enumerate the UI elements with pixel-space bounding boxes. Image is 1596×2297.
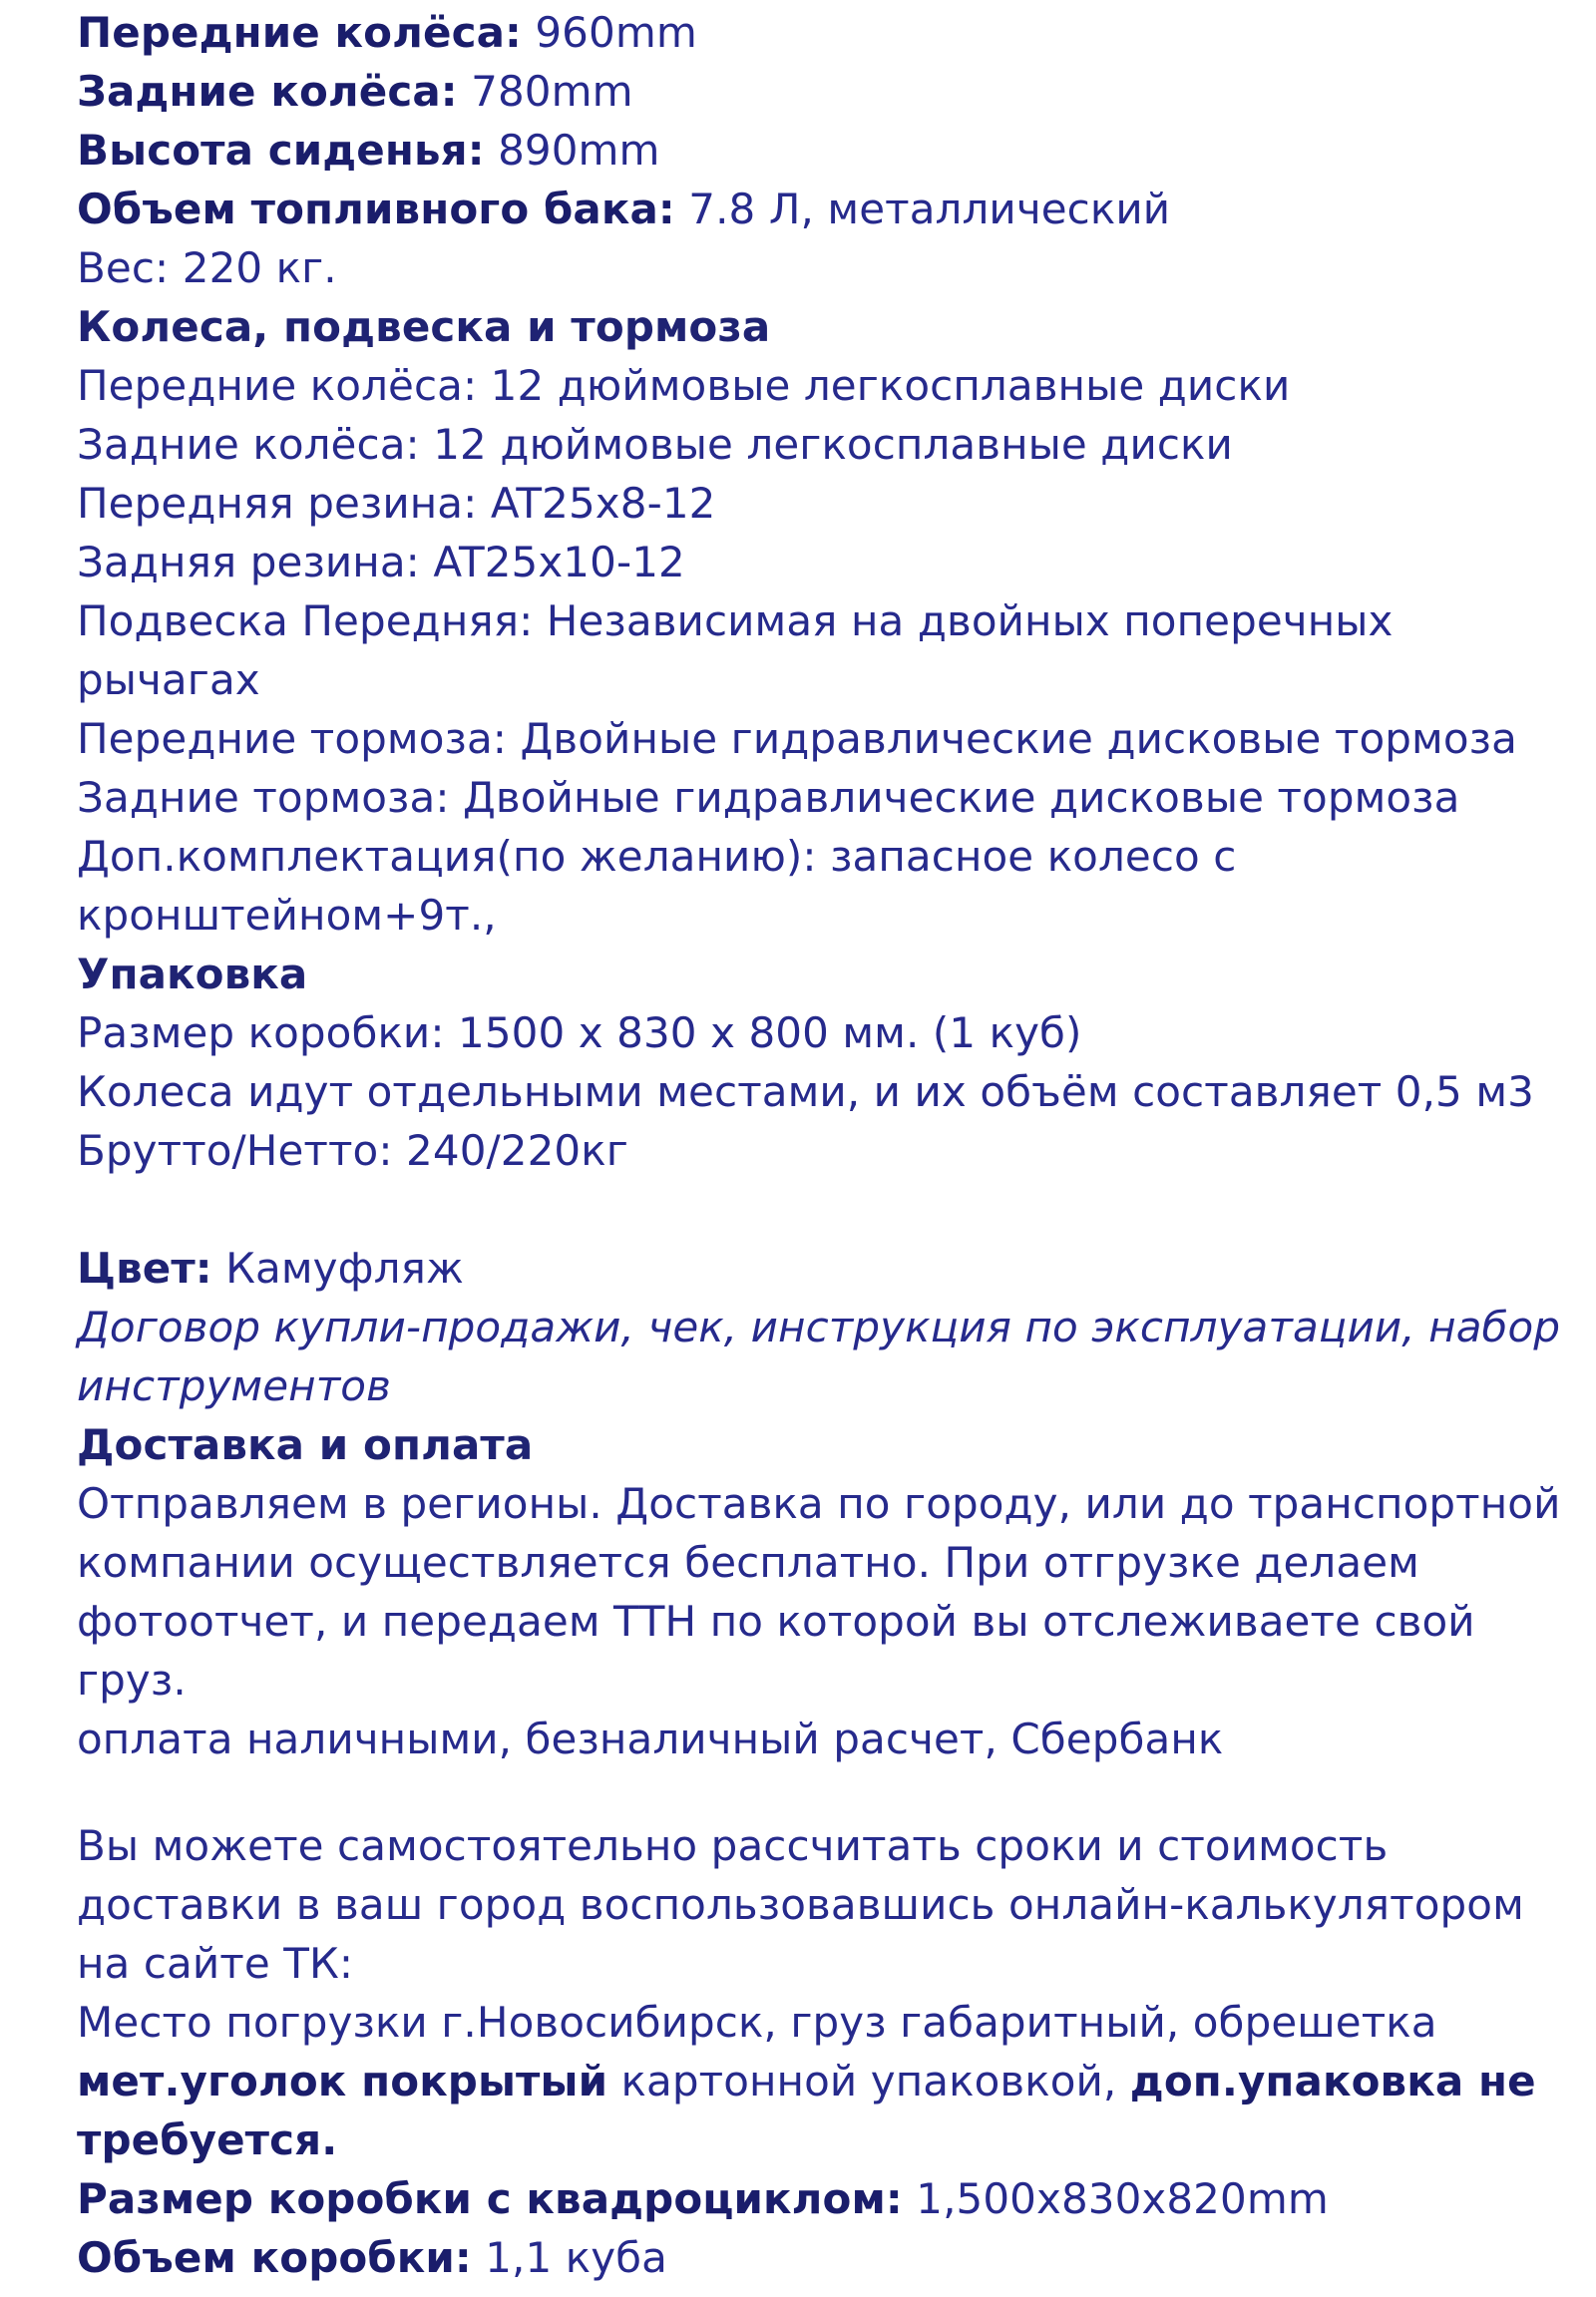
documents-line: инструментов bbox=[77, 1361, 391, 1410]
spec-rear-wheels bbox=[77, 62, 1573, 121]
spec-label: Задние колёса: bbox=[77, 67, 458, 116]
spec-value: 960mm bbox=[521, 8, 697, 57]
text-line: Задние колёса: 12 дюймовые легкосплавные диски bbox=[77, 420, 1233, 469]
text-line: Размер коробки: 1500 x 830 x 800 мм. (1 куб) bbox=[77, 1008, 1082, 1057]
text-line: Передние колёса: 12 дюймовые легкосплавные диски bbox=[77, 361, 1291, 410]
text-line: Подвеска Передняя: Независимая на двойных поперечных bbox=[77, 596, 1394, 645]
spec-document bbox=[77, 3, 1573, 2287]
shipping-box-size bbox=[77, 2169, 1573, 2228]
text-line: Задняя резина: AT25x10-12 bbox=[77, 538, 685, 586]
color-label: Цвет: bbox=[77, 1244, 212, 1293]
text-line: оплата наличными, безналичный расчет, Сбербанк bbox=[77, 1715, 1224, 1763]
section-heading-wheels: Колеса, подвеска и тормоза bbox=[77, 302, 771, 351]
text-line: фотоотчет, и передаем ТТН по которой вы отслеживаете свой bbox=[77, 1597, 1475, 1646]
spec-label: Высота сиденья: bbox=[77, 126, 485, 175]
spec-weight bbox=[77, 238, 1573, 297]
box-volume-value: 1,1 куба bbox=[471, 2233, 668, 2282]
text-line: груз. bbox=[77, 1656, 187, 1705]
spacer bbox=[77, 1180, 1573, 1239]
color-value: Камуфляж bbox=[211, 1244, 464, 1293]
box-volume-label: Объем коробки: bbox=[77, 2233, 472, 2282]
spec-color bbox=[77, 1239, 1573, 1298]
text-line: Доп.комплектация(по желанию): запасное колесо с bbox=[77, 832, 1237, 881]
shipping-place-line: Место погрузки г.Новосибирск, груз габаритный, обрешетка bbox=[77, 1998, 1437, 2047]
text-line: Колеса идут отдельными местами, и их объём составляет 0,5 м3 bbox=[77, 1067, 1534, 1116]
text-line: на сайте ТК: bbox=[77, 1939, 354, 1988]
text-line: Передние тормоза: Двойные гидравлические дисковые тормоза bbox=[77, 714, 1517, 763]
shipping-bold-part: доп.упаковка не bbox=[1129, 2057, 1536, 2106]
spec-value: 7.8 Л, металлический bbox=[674, 185, 1171, 233]
text-line: компании осуществляется бесплатно. При отгрузке делаем bbox=[77, 1538, 1419, 1587]
text-line: Отправляем в регионы. Доставка по городу, или до транспортной bbox=[77, 1479, 1561, 1528]
section-heading-delivery: Доставка и оплата bbox=[77, 1420, 534, 1469]
spec-label: Передние колёса: bbox=[77, 8, 522, 57]
spec-front-wheels bbox=[77, 3, 1573, 62]
text-line: Передняя резина: AT25x8-12 bbox=[77, 479, 716, 528]
shipping-required-line: требуется. bbox=[77, 2115, 338, 2164]
text-line: Задние тормоза: Двойные гидравлические дисковые тормоза bbox=[77, 773, 1460, 822]
text-line: Брутто/Нетто: 240/220кг bbox=[77, 1126, 628, 1175]
spec-value: 780mm bbox=[457, 67, 633, 116]
spec-label: Объем топливного бака: bbox=[77, 185, 675, 233]
documents-line: Договор купли-продажи, чек, инструкция по эксплуатации, набор bbox=[77, 1303, 1561, 1351]
text-line: доставки в ваш город воспользовавшись онлайн-калькулятором bbox=[77, 1880, 1524, 1929]
box-size-label: Размер коробки с квадроциклом: bbox=[77, 2174, 903, 2223]
spec-value: 220 кг. bbox=[169, 243, 337, 292]
shipping-regular-part: картонной упаковкой, bbox=[607, 2057, 1130, 2106]
section-heading-packing: Упаковка bbox=[77, 950, 308, 998]
box-size-value: 1,500x830x820mm bbox=[902, 2174, 1329, 2223]
spacer bbox=[77, 1768, 1573, 1816]
text-line: кронштейном+9т., bbox=[77, 891, 497, 940]
spec-label: Вес: bbox=[77, 243, 170, 292]
shipping-bold-part: мет.уголок покрытый bbox=[77, 2057, 608, 2106]
text-line: Вы можете самостоятельно рассчитать сроки и стоимость bbox=[77, 1821, 1389, 1870]
spec-seat-height bbox=[77, 121, 1573, 180]
spec-fuel-tank bbox=[77, 180, 1573, 238]
text-line: рычагах bbox=[77, 655, 260, 704]
shipping-packing-line bbox=[77, 2052, 1573, 2110]
shipping-box-volume bbox=[77, 2228, 1573, 2287]
spec-value: 890mm bbox=[484, 126, 660, 175]
